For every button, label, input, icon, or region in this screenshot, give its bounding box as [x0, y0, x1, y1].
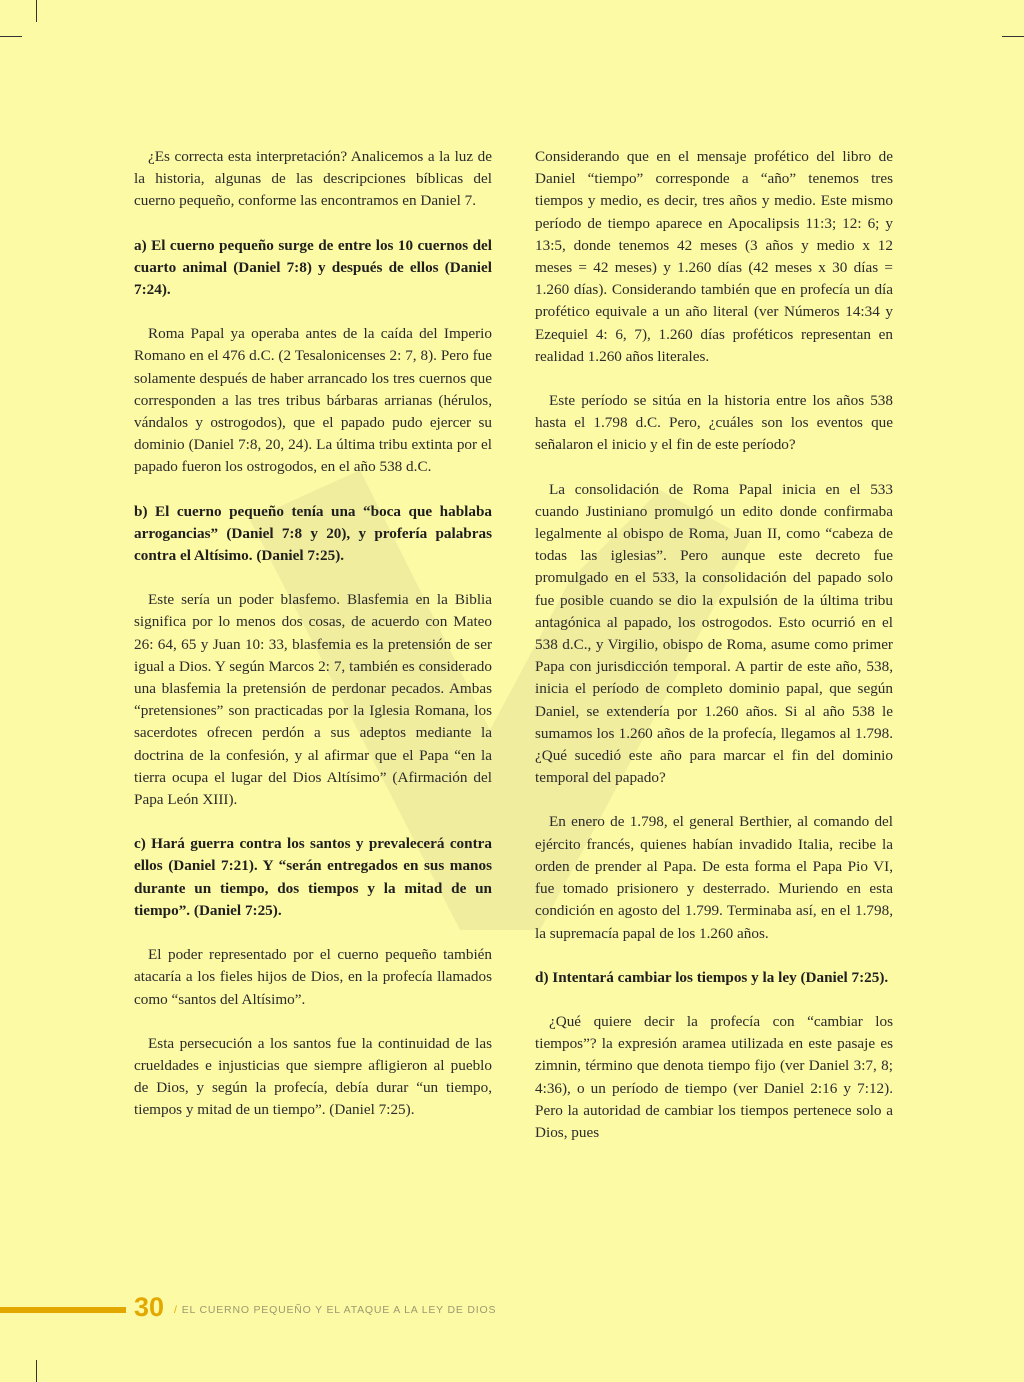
- crop-mark-left-top: [0, 36, 22, 37]
- running-title: [174, 1304, 496, 1316]
- section-heading: c) Hará guerra contra los santos y prevalecerá contra ellos (Daniel 7:21). Y “serán entregados en sus manos durante un tiempo, dos tiempos y la mitad de un tiempo”. (Daniel 7:25).: [134, 835, 492, 919]
- paragraph: Considerando que en el mensaje profético del libro de Daniel “tiempo” corresponde a “año” tenemos tres tiempos y medio, es decir, tres años y medio. Este mismo período de tiempo aparece en Apocalipsis 11:3; 12: 6; y 13:5, donde tenemos 42 meses (3 años y medio x 12 meses = 42 meses) y 1.260 días (42 meses x 30 días = 1.260 días). Considerando también que en profecía un día profético equivale a un año literal (ver Números 14:34 y Ezequiel 4: 6, 7), 1.260 días proféticos representan en realidad 1.260 años literales.: [535, 148, 893, 365]
- paragraph: Este sería un poder blasfemo. Blasfemia en la Biblia significa por lo menos dos cosas, de acuerdo con Mateo 26: 64, 65 y Juan 10: 33, blasfemia es la pretensión de ser igual a Dios. Y según Marcos 2: 7, también es considerado una blasfemia la pretensión de perdonar pecados. Ambas “pretensiones” son practicadas por la Iglesia Romana, los sacerdotes ofrecen perdón a sus adeptos mediante la doctrina de la confesión, y al afirmar que el Papa “en la tierra ocupa el lugar del Dios Altísimo” (Afirmación del Papa León XIII).: [134, 591, 492, 809]
- section-heading: b) El cuerno pequeño tenía una “boca que hablaba arrogancias” (Daniel 7:8 y 20), y profería palabras contra el Altísimo. (Daniel 7:25).: [134, 502, 492, 565]
- section-heading: a) El cuerno pequeño surge de entre los 10 cuernos del cuarto animal (Daniel 7:8) y después de ellos (Daniel 7:24).: [134, 236, 492, 299]
- section-heading: d) Intentará cambiar los tiempos y la ley (Daniel 7:25).: [535, 968, 889, 986]
- footer-slash: /: [174, 1304, 178, 1316]
- paragraph: El poder representado por el cuerno pequeño también atacaría a los fieles hijos de Dios, en la profecía llamados como “santos del Altísimo”.: [134, 946, 492, 1008]
- crop-mark-bottom-left: [36, 1360, 37, 1382]
- page-footer: [0, 1292, 520, 1322]
- paragraph: ¿Es correcta esta interpretación? Analicemos a la luz de la historia, algunas de las descripciones bíblicas del cuerno pequeño, conforme las encontramos en Daniel 7.: [134, 148, 492, 210]
- crop-mark-top-left: [36, 0, 37, 22]
- paragraph: ¿Qué quiere decir la profecía con “cambiar los tiempos”? la expresión aramea utilizada en este pasaje es zimnin, término que denota tiempo fijo (ver Daniel 3:7, 8; 4:36), o un período de tiempo (ver Daniel 2:16 y 7:12). Pero la autoridad de cambiar los tiempos pertenece solo a Dios, pues: [535, 1012, 893, 1141]
- left-column: [134, 146, 492, 1144]
- paragraph: Esta persecución a los santos fue la continuidad de las crueldades e injusticias que siempre afligieron al pueblo de Dios, y según la profecía, debía durar “un tiempo, tiempos y mitad de un tiempo”. (Daniel 7:25).: [134, 1034, 492, 1119]
- paragraph: Roma Papal ya operaba antes de la caída del Imperio Romano en el 476 d.C. (2 Tesalonicenses 2: 7, 8). Pero fue solamente después de haber arrancado los tres cuernos que corresponden a las tres tribus bárbaras arrianas (hérulos, vándalos y ostrogodos), que el papado pudo ejercer su dominio (Daniel 7:8, 20, 24). La última tribu extinta por el papado fueron los ostrogodos, en el año 538 d.C.: [134, 325, 492, 476]
- crop-mark-right-top: [1002, 36, 1024, 37]
- paragraph: Este período se sitúa en la historia entre los años 538 hasta el 1.798 d.C. Pero, ¿cuáles son los eventos que señalaron el inicio y el fin de este período?: [535, 392, 893, 454]
- paragraph: La consolidación de Roma Papal inicia en el 533 cuando Justiniano promulgó un edito donde confirmaba legalmente al obispo de Roma, Juan II, como “cabeza de todas las iglesias”. Pero aunque este decreto fue promulgado en el 533, la consolidación del papado solo fue posible cuando se dio la expulsión de la última tribu antagónica al papado, los ostrogodos. Esto ocurrió en el 538 d.C., y Virgilio, obispo de Roma, asume como primer Papa con jurisdicción temporal. A partir de este año, 538, inicia el período de completo dominio papal, que según Daniel, se extendería por 1.260 años. Si al año 538 le sumamos los 1.260 años de la profecía, llegamos al 1.798. ¿Qué sucedió este año para marcar el fin del dominio temporal del papado?: [535, 480, 893, 787]
- right-column: [535, 146, 893, 1166]
- running-title-text: EL CUERNO PEQUEÑO Y EL ATAQUE A LA LEY DE DIOS: [181, 1304, 497, 1316]
- paragraph: En enero de 1.798, el general Berthier, al comando del ejército francés, quienes habían invadido Italia, recibe la orden de prender al Papa. De esta forma el Papa Pio VI, fue tomado prisionero y desterrado. Muriendo en esta condición en agosto del 1.799. Terminaba así, en el 1.798, la supremacía papal de los 1.260 años.: [535, 813, 893, 942]
- page-number: 30: [134, 1292, 165, 1322]
- footer-accent-bar: [0, 1307, 126, 1313]
